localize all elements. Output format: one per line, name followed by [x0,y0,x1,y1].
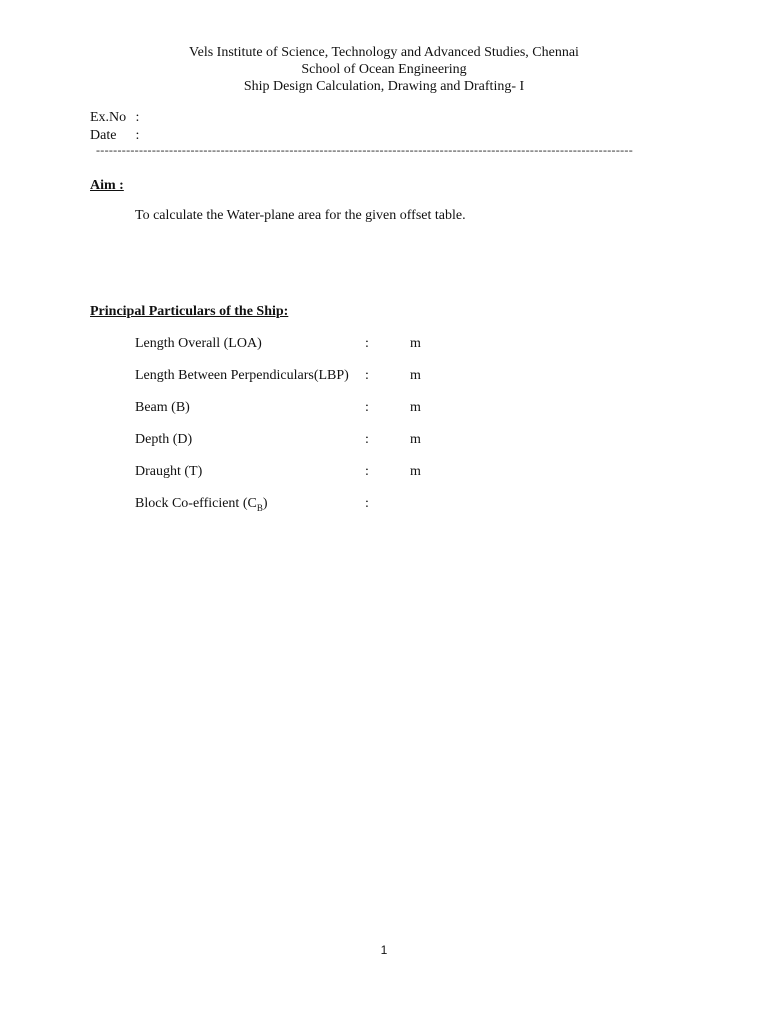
particular-label: Depth (D) [135,432,193,447]
particular-label-subscript: B [256,502,263,513]
particular-colon: : [365,400,369,415]
particular-label: Length Between Perpendiculars(LBP) [135,368,349,383]
particular-colon: : [365,464,369,479]
particular-colon: : [365,368,369,383]
dashed-separator: ----------------------------------------------------------------------------------------------------------------------------- [96,143,634,157]
aim-heading: Aim : [90,178,124,193]
course-title: Ship Design Calculation, Drawing and Drafting- I [243,79,525,94]
aim-text: To calculate the Water-plane area for the given offset table. [135,208,466,223]
particular-label: Beam (B) [135,400,190,415]
document-header [0,44,768,95]
particular-colon: : [365,336,369,351]
particular-unit: m [410,432,421,447]
exno-label: Ex.No [90,110,127,125]
date-colon: : [135,128,140,143]
particular-label: Draught (T) [135,464,203,479]
particular-unit: m [410,336,421,351]
particular-unit: m [410,400,421,415]
particular-colon: : [365,496,369,511]
particular-colon: : [365,432,369,447]
particular-label-main: Block Co-efficient (C [135,496,257,511]
particular-label: Length Overall (LOA) [135,336,262,351]
date-label: Date [90,128,117,143]
page-number: 1 [380,943,388,957]
particulars-heading: Principal Particulars of the Ship: [90,304,289,319]
exno-row [90,110,139,126]
school-name: School of Ocean Engineering [301,62,467,77]
institute-name: Vels Institute of Science, Technology and Advanced Studies, Chennai [189,45,579,60]
particular-label-end: ) [262,496,268,511]
particular-label [135,496,268,513]
date-row [90,128,139,144]
particular-unit: m [410,464,421,479]
exno-colon: : [135,110,140,125]
particular-unit: m [410,368,421,383]
